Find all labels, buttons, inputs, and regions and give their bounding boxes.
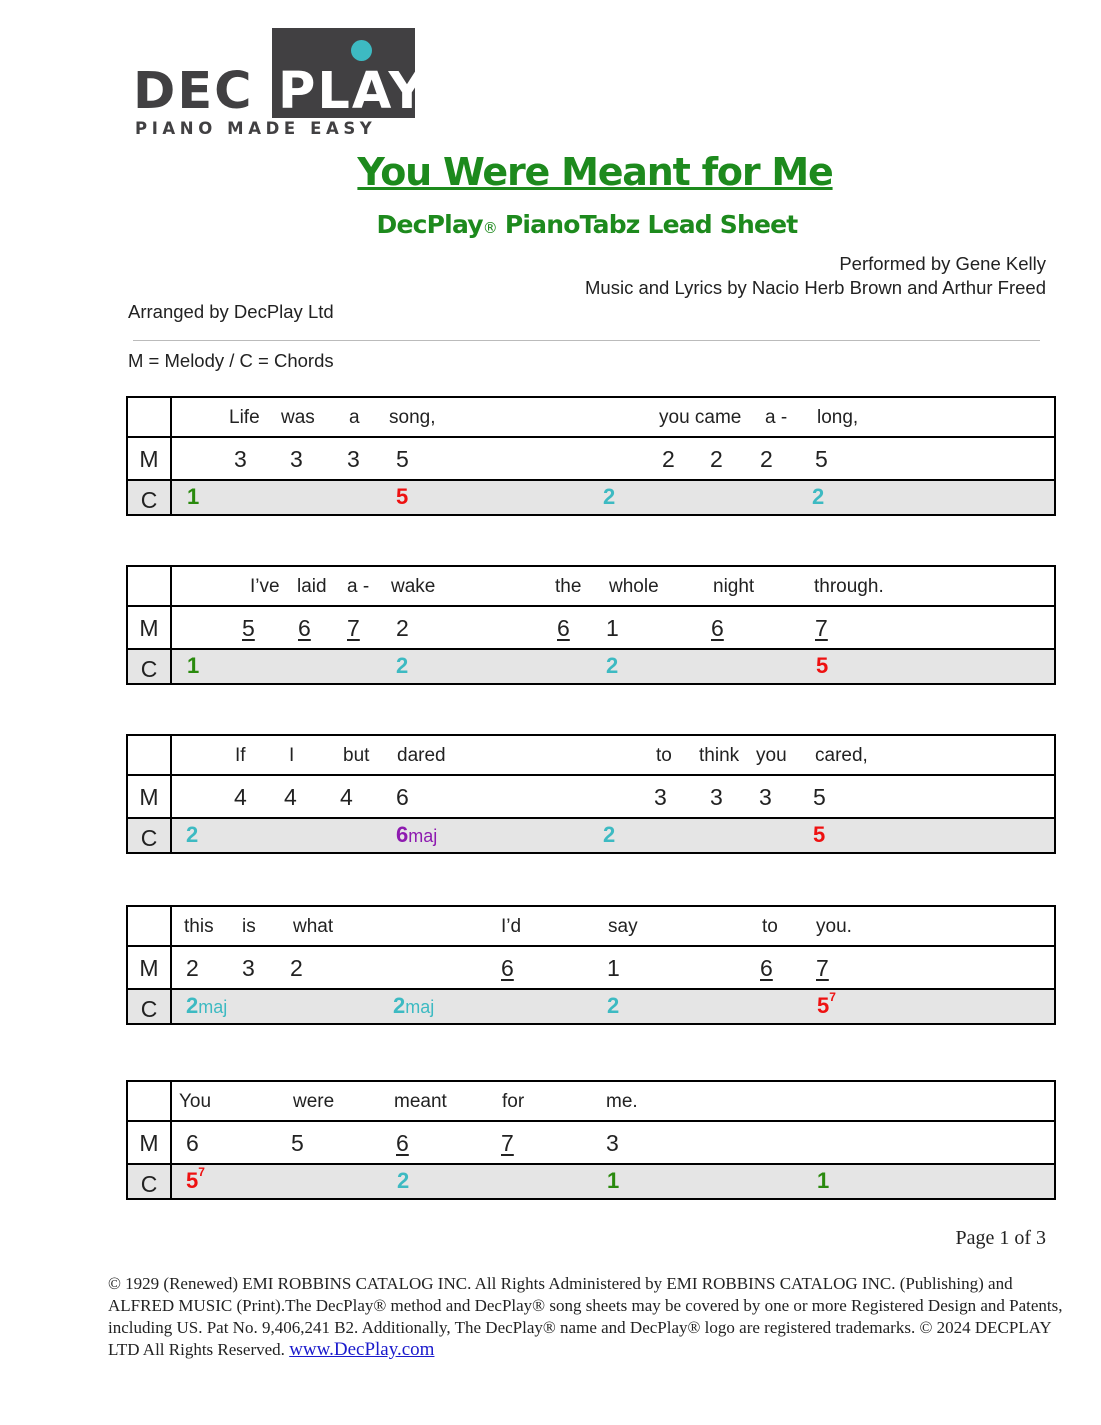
- lyric-word: song,: [389, 407, 436, 428]
- melody-row-label: M: [139, 784, 159, 810]
- lyric-word: a -: [765, 407, 788, 428]
- tab-block: [126, 396, 1056, 516]
- lyric-word: wake: [391, 576, 436, 597]
- legend: M = Melody / C = Chords: [128, 350, 334, 371]
- chord-number: 1: [817, 1168, 830, 1193]
- melody-note: 2: [760, 446, 773, 472]
- lyric-word: long,: [817, 407, 859, 428]
- chord-number: 5: [396, 484, 409, 509]
- melody-note: 4: [234, 784, 247, 810]
- chord-number: 2: [607, 993, 620, 1018]
- lyric-word: you.: [816, 916, 852, 937]
- divider: [133, 340, 1040, 341]
- lyric-word: night: [713, 576, 755, 597]
- melody-note: 6: [760, 955, 773, 981]
- melody-note: 3: [290, 446, 303, 472]
- lyric-word: think: [699, 745, 740, 766]
- melody-note: 2: [710, 446, 723, 472]
- lyric-word: to: [762, 916, 778, 937]
- melody-note: 2: [396, 615, 409, 641]
- melody-row-label: M: [139, 615, 159, 641]
- subtitle-rest: PianoTabz Lead Sheet: [496, 210, 798, 239]
- row-divider: [128, 817, 1054, 819]
- melody-note: 3: [234, 446, 247, 472]
- lyric-word: a -: [347, 576, 370, 597]
- tab-block: [126, 734, 1056, 854]
- chord-row-label: C: [140, 656, 158, 682]
- melody-note: 5: [242, 615, 255, 641]
- row-divider: [128, 605, 1054, 607]
- chord-number: $5^7$: [186, 1165, 205, 1193]
- lyric-word: the: [555, 576, 582, 597]
- label-column-divider: [170, 398, 172, 514]
- footer-text: © 1929 (Renewed) EMI ROBBINS CATALOG INC. All Rights Administered by EMI ROBBINS CATALOG INC. (Publishing) and ALFRED MUSIC (Print).The DecPlay® method and DecPlay® song sheets may be covered by one or more Registered Design and Patents, including US. Pat No. 9,406,241 B2. Additionally, The DecPlay® name and DecPlay® logo are registered trademarks. © 2024 DECPLAY LTD All Rights Reserved.: [108, 1274, 1063, 1359]
- melody-note: 5: [396, 446, 409, 472]
- melody-row-label: M: [139, 1130, 159, 1156]
- page-number: Page 1 of 3: [955, 1227, 1046, 1249]
- melody-note: 2: [290, 955, 303, 981]
- chord-number: 2: [186, 822, 199, 847]
- label-column-divider: [170, 567, 172, 683]
- chord-row-bg: [128, 1165, 1054, 1198]
- melody-note: 6: [186, 1130, 199, 1156]
- row-divider: [128, 1120, 1054, 1122]
- label-column-divider: [170, 1082, 172, 1198]
- chord-suffix: maj: [405, 997, 435, 1017]
- row-divider: [128, 479, 1054, 481]
- melody-note: 5: [291, 1130, 304, 1156]
- lyric-word: for: [502, 1091, 525, 1112]
- chord-row-label: C: [140, 1171, 158, 1197]
- chord-row-bg: [128, 819, 1054, 852]
- chord-number: 2: [603, 484, 616, 509]
- website-link[interactable]: www.DecPlay.com: [289, 1339, 435, 1360]
- melody-note: 2: [186, 955, 199, 981]
- row-divider: [128, 945, 1054, 947]
- melody-note: 3: [347, 446, 360, 472]
- chord-number: 2: [603, 822, 616, 847]
- logo-dec-text: DEC: [133, 62, 254, 121]
- lyric-word: but: [343, 745, 370, 766]
- melody-note: 7: [501, 1130, 514, 1156]
- lyric-word: me.: [606, 1091, 638, 1112]
- lyric-word: dared: [397, 745, 446, 766]
- melody-note: 6: [396, 784, 409, 810]
- sheet-subtitle: [0, 210, 1101, 239]
- chord-row-bg: [128, 481, 1054, 514]
- logo-dot-icon: [351, 40, 372, 61]
- melody-note: 6: [557, 615, 570, 641]
- music-lyrics-credit: Music and Lyrics by Nacio Herb Brown and Arthur Freed: [585, 277, 1046, 298]
- row-divider: [128, 1163, 1054, 1165]
- copyright-footer: [108, 1273, 1078, 1361]
- melody-note: 1: [607, 955, 620, 981]
- lyric-word: laid: [297, 576, 327, 597]
- melody-note: 7: [816, 955, 829, 981]
- chord-number: 2: [606, 653, 619, 678]
- lyric-word: You: [179, 1091, 212, 1112]
- row-divider: [128, 988, 1054, 990]
- melody-note: 2: [662, 446, 675, 472]
- lyric-word: a: [349, 407, 360, 428]
- melody-note: 3: [759, 784, 772, 810]
- chord-number: $5^7$: [817, 990, 836, 1018]
- melody-note: 6: [711, 615, 724, 641]
- tab-block: [126, 565, 1056, 685]
- lyric-word: was: [281, 407, 315, 428]
- tab-block: [126, 905, 1056, 1025]
- melody-note: 6: [396, 1130, 409, 1156]
- lyric-word: this: [184, 916, 214, 937]
- chord-number: 2: [396, 653, 409, 678]
- melody-note: 3: [710, 784, 723, 810]
- melody-note: 7: [815, 615, 828, 641]
- lyric-word: were: [293, 1091, 335, 1112]
- lyric-word: you: [756, 745, 787, 766]
- melody-note: 6: [501, 955, 514, 981]
- chord-number: 2: [812, 484, 825, 509]
- chord-number: 5: [816, 653, 829, 678]
- chord-row-bg: [128, 650, 1054, 683]
- melody-note: 5: [815, 446, 828, 472]
- chord-number: 1: [187, 653, 200, 678]
- melody-note: 4: [340, 784, 353, 810]
- melody-row-label: M: [139, 955, 159, 981]
- melody-note: 4: [284, 784, 297, 810]
- lyric-word: whole: [609, 576, 659, 597]
- label-column-divider: [170, 907, 172, 1023]
- chord-row-label: C: [140, 825, 158, 851]
- lyric-word: what: [293, 916, 334, 937]
- performed-by: Performed by Gene Kelly: [839, 253, 1046, 274]
- lyric-word: say: [608, 916, 638, 937]
- lyric-word: I: [289, 745, 295, 766]
- chord-number: 5: [813, 822, 826, 847]
- melody-row-label: M: [139, 446, 159, 472]
- lyric-word: through.: [814, 576, 884, 597]
- chord-seventh: 7: [829, 990, 836, 1004]
- melody-note: 1: [606, 615, 619, 641]
- chord-number: 2: [397, 1168, 410, 1193]
- chord-seventh: 7: [198, 1165, 205, 1179]
- logo-tagline: PIANO MADE EASY: [135, 119, 377, 138]
- melody-note: 3: [606, 1130, 619, 1156]
- lyric-word: cared,: [815, 745, 868, 766]
- melody-note: 6: [298, 615, 311, 641]
- decplay-logo: [133, 28, 428, 140]
- chord-number: 6maj: [396, 822, 438, 847]
- tab-block: [126, 1080, 1056, 1200]
- chord-row-label: C: [140, 996, 158, 1022]
- lyric-word: is: [242, 916, 256, 937]
- chord-number: 2maj: [186, 993, 228, 1018]
- lyric-word: meant: [394, 1091, 447, 1112]
- melody-note: 7: [347, 615, 360, 641]
- chord-suffix: maj: [408, 826, 438, 846]
- chord-number: 1: [187, 484, 200, 509]
- logo-play-text: PLAY: [278, 62, 428, 121]
- lyric-word: to: [656, 745, 672, 766]
- arranged-by: Arranged by DecPlay Ltd: [128, 301, 334, 322]
- subtitle-brand: DecPlay: [376, 210, 483, 239]
- chord-number: 2maj: [393, 993, 435, 1018]
- melody-note: 3: [654, 784, 667, 810]
- chord-suffix: maj: [198, 997, 228, 1017]
- label-column-divider: [170, 736, 172, 852]
- lyric-word: If: [235, 745, 246, 766]
- row-divider: [128, 648, 1054, 650]
- melody-note: 3: [242, 955, 255, 981]
- melody-note: 5: [813, 784, 826, 810]
- chord-number: 1: [607, 1168, 620, 1193]
- chord-row-label: C: [140, 487, 158, 513]
- chord-row-bg: [128, 990, 1054, 1023]
- lyric-word: Life: [229, 407, 260, 428]
- lyric-word: I’ve: [250, 576, 280, 597]
- lyric-word: you came: [659, 407, 742, 428]
- song-title: You Were Meant for Me: [357, 150, 833, 194]
- row-divider: [128, 436, 1054, 438]
- lyric-word: I’d: [501, 916, 522, 937]
- row-divider: [128, 774, 1054, 776]
- registered-mark: ®: [482, 219, 497, 237]
